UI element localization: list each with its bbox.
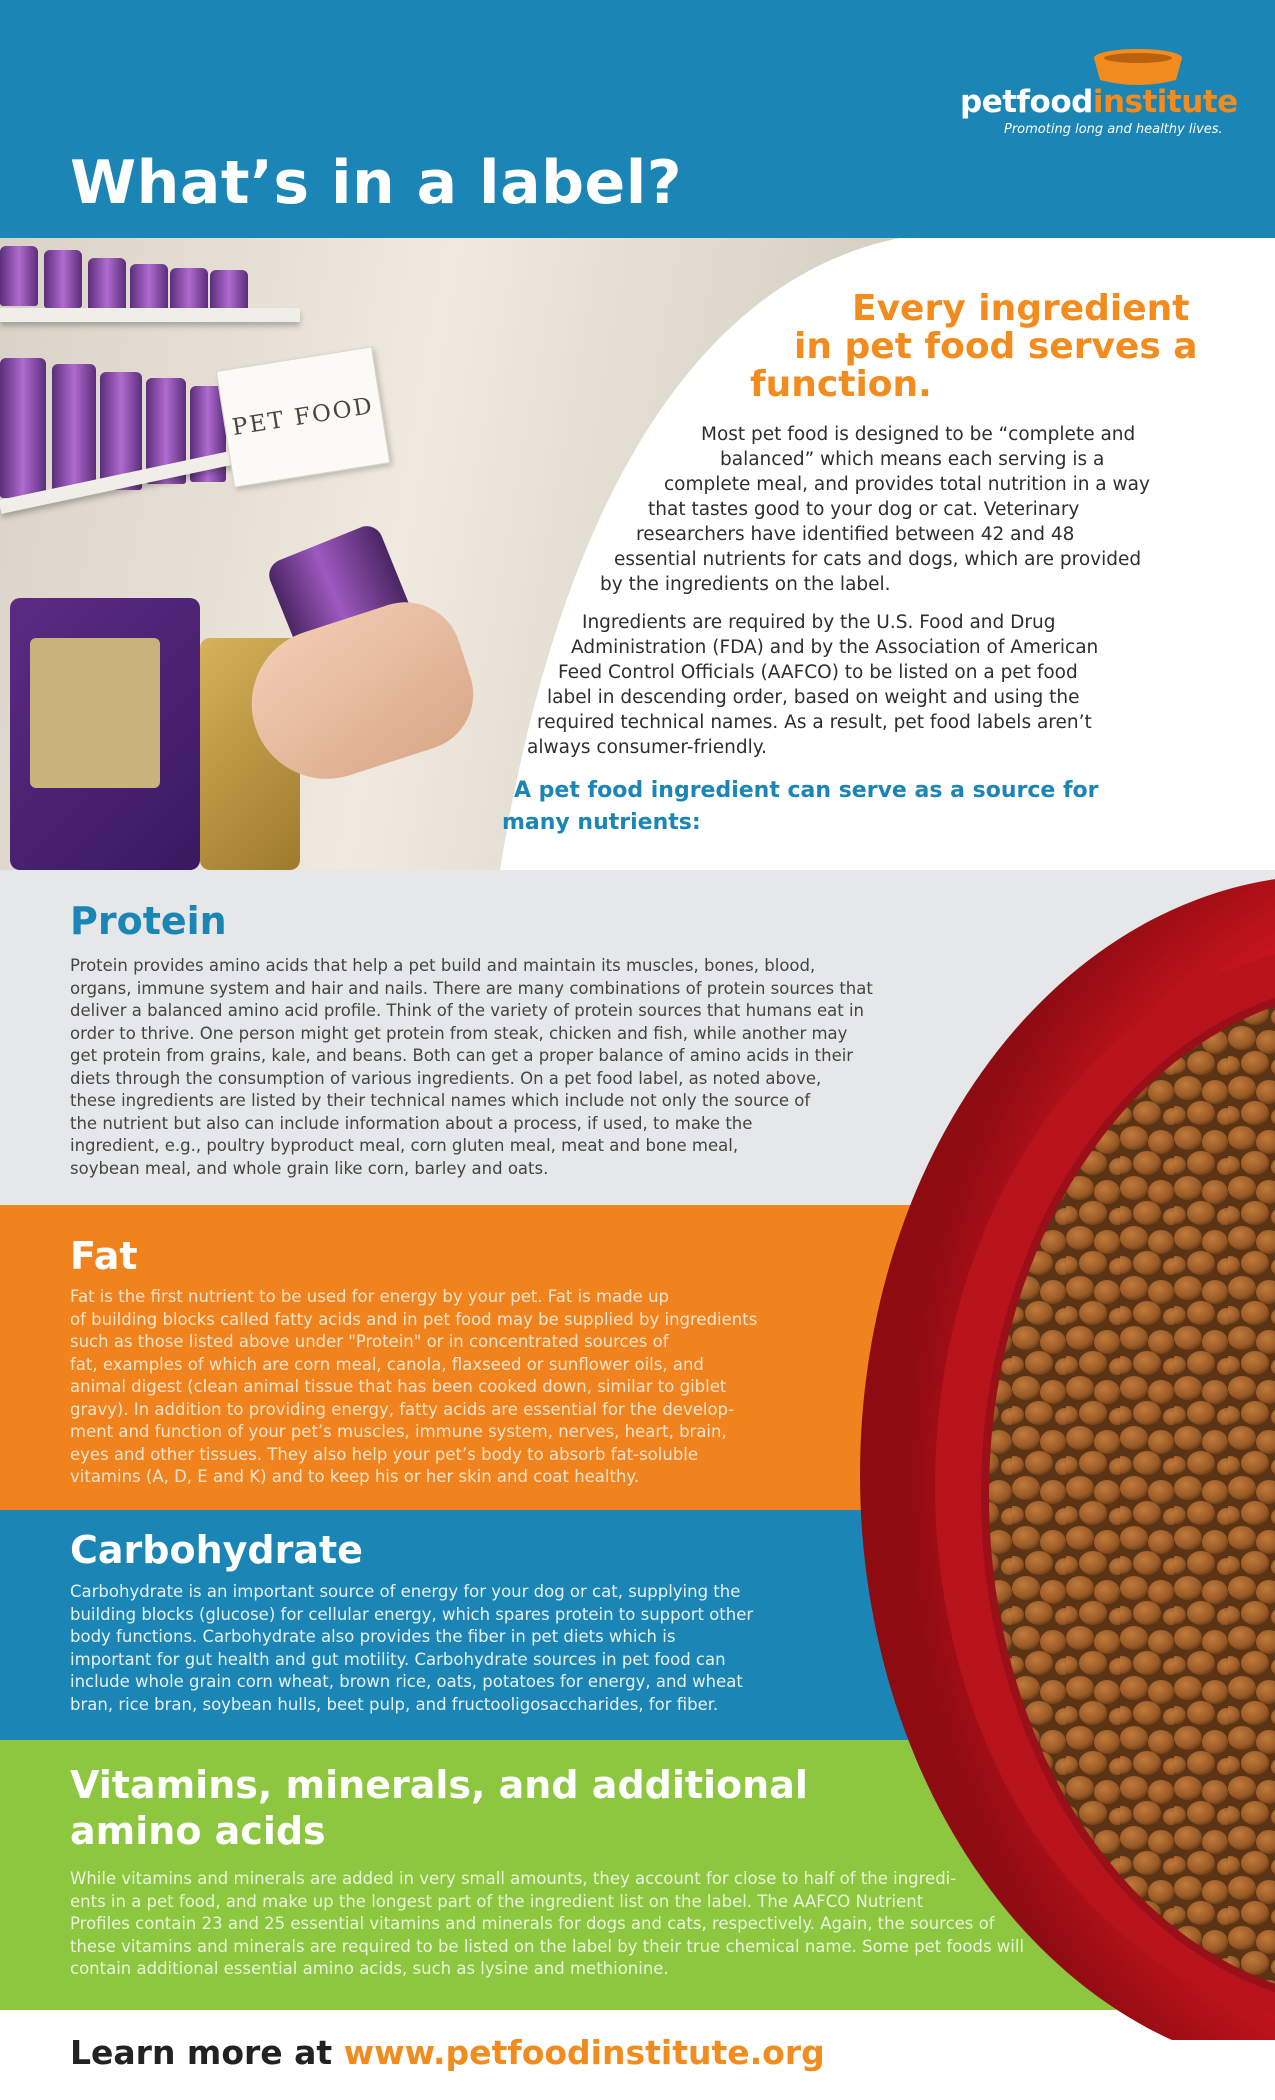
intro-paragraph-1 [600, 422, 1210, 597]
footer-cta [70, 2033, 825, 2072]
text-line: balanced” which means each serving is a [720, 449, 1105, 470]
logo-wordmark [960, 84, 1238, 120]
headline-line: function. [750, 364, 932, 405]
intro-paragraph-2 [525, 610, 1175, 760]
text-line: bran, rice bran, soybean hulls, beet pulp, and fructooligosaccharides, for fiber. [70, 1694, 719, 1714]
text-line: important for gut health and gut motility. Carbohydrate sources in pet food can [70, 1649, 726, 1669]
logo-name-part1: petfood [960, 84, 1093, 120]
intro-headline [700, 290, 1220, 404]
text-line: ents in a pet food, and make up the longest part of the ingredient list on the label. The AAFCO Nutrient [70, 1891, 924, 1911]
text-line: order to thrive. One person might get protein from steak, chicken and fish, while another may [70, 1023, 848, 1043]
text-line: fat, examples of which are corn meal, canola, flaxseed or sunflower oils, and [70, 1354, 704, 1374]
footer-prefix: Learn more at [70, 2033, 344, 2072]
text-line: organs, immune system and hair and nails. There are many combinations of protein sources that [70, 978, 873, 998]
protein-body [70, 955, 873, 1180]
text-line: get protein from grains, kale, and beans. Both can get a proper balance of amino acids in their [70, 1046, 854, 1065]
text-line: Feed Control Officials (AAFCO) to be listed on a pet food [558, 662, 1078, 683]
text-line: of building blocks called fatty acids and in pet food may be supplied by ingredients [70, 1309, 758, 1329]
headline-line: in pet food serves a [794, 326, 1198, 367]
text-line: the nutrient but also can include information about a process, if used, to make the [70, 1113, 753, 1133]
text-line: eyes and other tissues. They also help your pet’s body to absorb fat-soluble [70, 1444, 699, 1464]
vitamins-body [70, 1868, 1024, 1981]
text-line: While vitamins and minerals are added in very small amounts, they account for close to half of the ingredi- [70, 1869, 957, 1888]
text-line: deliver a balanced amino acid profile. Think of the variety of protein sources that humans eat in [70, 1001, 865, 1020]
headline-line: Every ingredient [852, 288, 1190, 329]
text-line: researchers have identified between 42 and 48 [636, 524, 1075, 545]
brand-logo[interactable] [960, 48, 1238, 138]
text-line: diets through the consumption of various ingredients. On a pet food label, as noted above, [70, 1068, 822, 1088]
fat-body [70, 1286, 757, 1489]
text-line: A pet food ingredient can serve as a source for [514, 778, 1099, 803]
pet-bowl-icon [1090, 48, 1186, 86]
kibble-bowl-image [850, 875, 1275, 2040]
text-line: such as those listed above under "Protein" or in concentrated sources of [70, 1332, 669, 1351]
text-line: complete meal, and provides total nutrition in a way [664, 474, 1150, 495]
text-line: Ingredients are required by the U.S. Food and Drug [582, 612, 1056, 633]
text-line: Profiles contain 23 and 25 essential vitamins and minerals for dogs and cats, respectively. Again, the sources of [70, 1914, 995, 1933]
text-line: soybean meal, and whole grain like corn, barley and oats. [70, 1158, 549, 1178]
fat-title: Fat [70, 1234, 138, 1278]
text-line: contain additional essential amino acids, such as lysine and methionine. [70, 1959, 669, 1978]
logo-tagline: Promoting long and healthy lives. [1004, 122, 1223, 137]
text-line: Administration (FDA) and by the Association of American [571, 637, 1099, 658]
text-line: Fat is the first nutrient to be used for energy by your pet. Fat is made up [70, 1287, 670, 1306]
text-line: label in descending order, based on weight and using the [547, 687, 1080, 708]
text-line: vitamins (A, D, E and K) and to keep his or her skin and coat healthy. [70, 1467, 640, 1486]
website-link[interactable]: www.petfoodinstitute.org [343, 2033, 825, 2072]
text-line: these vitamins and minerals are required to be listed on the label by their true chemical name. Some pet foods will [70, 1936, 1025, 1956]
text-line: many nutrients: [502, 810, 701, 835]
text-line: these ingredients are listed by their technical names which include not only the source of [70, 1091, 811, 1110]
pet-food-sign-text: PET FOOD [230, 392, 376, 442]
text-line: include whole grain corn wheat, brown rice, oats, potatoes for energy, and wheat [70, 1672, 743, 1691]
protein-title: Protein [70, 899, 227, 943]
page-title: What’s in a label? [70, 148, 683, 218]
logo-name-part2: institute [1092, 84, 1238, 120]
text-line: ingredient, e.g., poultry byproduct meal, corn gluten meal, meat and bone meal, [70, 1136, 739, 1155]
text-line: Carbohydrate is an important source of energy for your dog or cat, supplying the [70, 1582, 741, 1601]
carbohydrate-body [70, 1581, 753, 1716]
text-line: Most pet food is designed to be “complete and [701, 424, 1136, 445]
text-line: required technical names. As a result, pet food labels aren’t [537, 712, 1092, 733]
nutrient-source-subhead [500, 775, 1220, 839]
text-line: animal digest (clean animal tissue that has been cooked down, similar to giblet [70, 1377, 727, 1396]
vitamins-title [70, 1762, 808, 1854]
text-line: always consumer-friendly. [527, 737, 767, 758]
text-line: building blocks (glucose) for cellular energy, which spares protein to support other [70, 1604, 754, 1624]
text-line: that tastes good to your dog or cat. Veterinary [648, 499, 1080, 520]
carbohydrate-title: Carbohydrate [70, 1528, 363, 1572]
text-line: essential nutrients for cats and dogs, which are provided [614, 549, 1142, 570]
text-line: by the ingredients on the label. [600, 574, 891, 595]
title-line: Vitamins, minerals, and additional [70, 1763, 808, 1807]
text-line: body functions. Carbohydrate also provides the fiber in pet diets which is [70, 1627, 676, 1646]
text-line: Protein provides amino acids that help a pet build and maintain its muscles, bones, blood, [70, 956, 816, 975]
title-line: amino acids [70, 1809, 326, 1853]
text-line: ment and function of your pet’s muscles, immune system, nerves, heart, brain, [70, 1422, 727, 1441]
text-line: gravy). In addition to providing energy, fatty acids are essential for the develop- [70, 1399, 734, 1419]
